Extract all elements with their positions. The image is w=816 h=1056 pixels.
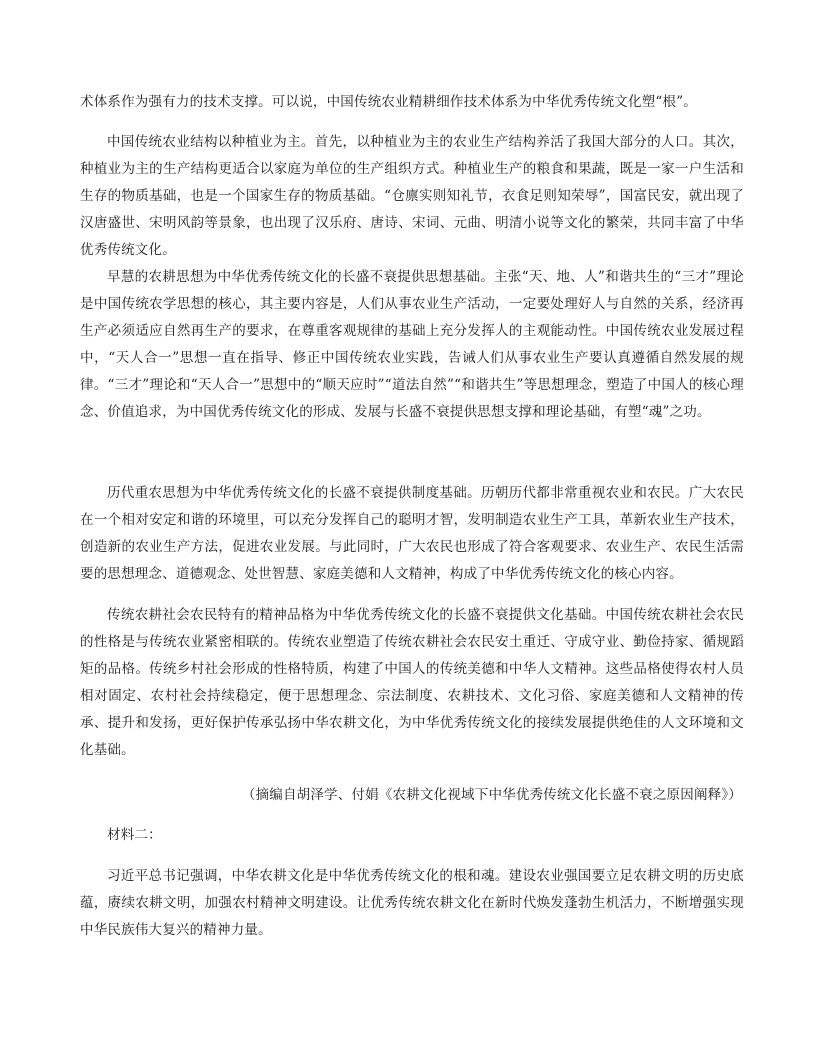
material-two-heading: 材料二： bbox=[107, 827, 162, 843]
paragraph-material-two: 习近平总书记强调，中华农耕文化是中华优秀传统文化的根和魂。建设农业强国要立足农耕文明的历史底蕴，赓续农耕文明，加强农村精神文明建设。让优秀传统农耕文化在新时代焕发蓬勃生机活力，不断增强实现中华民族伟大复兴的精神力量。 bbox=[80, 868, 744, 938]
paragraph-farming-thought: 早慧的农耕思想为中华优秀传统文化的长盛不衰提供思想基础。主张“天、地、人”和谐共生的“三才”理论是中国传统农学思想的核心，其主要内容是，人们从事农业生产活动，一定要处理好人与自然的关系，经济再生产必须适应自然再生产的要求，在尊重客观规律的基础上充分发挥人的主观能动性。中国传统农业发展过程中，“天人合一”思想一直在指导、修正中国传统农业实践，告诫人们从事农业生产要认真遵循自然发展的规律。“三才”理论和“天人合一”思想中的“顺天应时”“道法自然”“和谐共生”等思想理念，塑造了中国人的核心理念、价值追求，为中国优秀传统文化的形成、发展与长盛不衰提供思想支撑和理论基础，有塑“魂”之功。 bbox=[80, 269, 744, 420]
paragraph-continuation: 术体系作为强有力的技术支撑。可以说，中国传统农业精耕细作技术体系为中华优秀传统文化塑“根”。 bbox=[80, 94, 698, 110]
source-citation: （摘编自胡泽学、付娟《农耕文化视域下中华优秀传统文化长盛不衰之原因阐释》） bbox=[241, 787, 742, 803]
paragraph-agriculture-policy: 历代重农思想为中华优秀传统文化的长盛不衰提供制度基础。历朝历代都非常重视农业和农民。广大农民在一个相对安定和谐的环境里，可以充分发挥自己的聪明才智，发明制造农业生产工具，革新农业生产技术，创造新的农业生产方法，促进农业发展。与此同时，广大农民也形成了符合客观要求、农业生产、农民生活需要的思想理念、道德观念、处世智慧、家庭美德和人文精神，构成了中华优秀传统文化的核心内容。 bbox=[80, 485, 744, 582]
paragraph-farmer-character: 传统农耕社会农民特有的精神品格为中华优秀传统文化的长盛不衰提供文化基础。中国传统农耕社会农民的性格是与传统农业紧密相联的。传统农业塑造了传统农耕社会农民安土重迁、守成守业、勤俭持家、循规蹈矩的品格。传统乡村社会形成的性格特质，构建了中国人的传统美德和中华人文精神。这些品格使得农村人员相对固定、农村社会持续稳定，便于思想理念、宗法制度、农耕技术、文化习俗、家庭美德和人文精神的传承、提升和发扬，更好保护传承弘扬中华农耕文化，为中华优秀传统文化的接续发展提供绝佳的人文环境和文化基础。 bbox=[80, 607, 744, 758]
paragraph-planting-structure: 中国传统农业结构以种植业为主。首先，以种植业为主的农业生产结构养活了我国大部分的人口。其次，种植业为主的生产结构更适合以家庭为单位的生产组织方式。种植业生产的粮食和果蔬，既是一家一户生活和生存的物质基础，也是一个国家生存的物质基础。“仓廪实则知礼节，衣食足则知荣辱”，国富民安，就出现了汉唐盛世、宋明风韵等景象，也出现了汉乐府、唐诗、宋词、元曲、明清小说等文化的繁荣，共同丰富了中华优秀传统文化。 bbox=[80, 134, 744, 258]
